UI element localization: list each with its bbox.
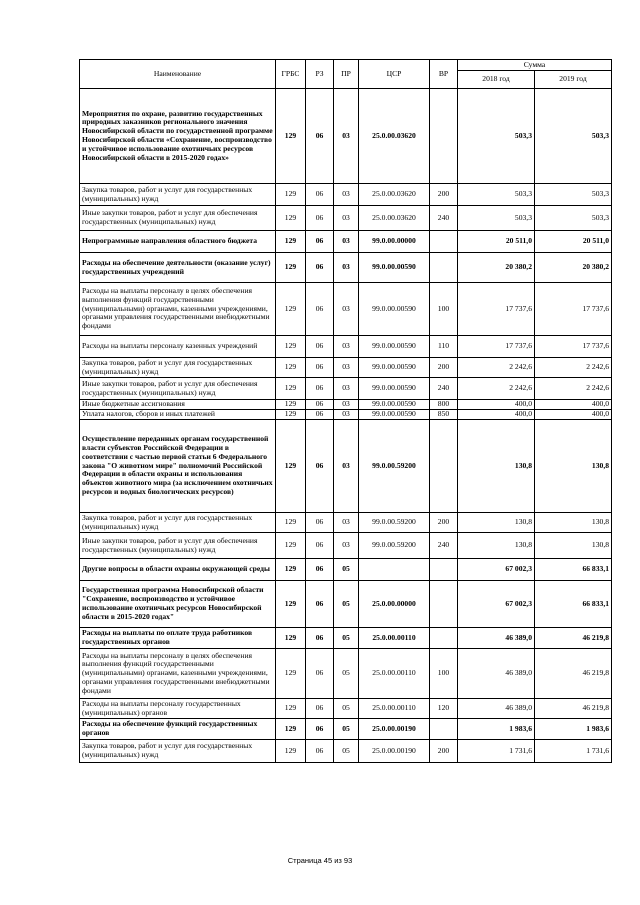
cell-pr: 03 — [334, 533, 359, 559]
cell-name: Непрограммные направления областного бюджета — [80, 231, 276, 253]
cell-pr: 03 — [334, 400, 359, 410]
table-row — [80, 559, 612, 581]
cell-y2019: 2 242,6 — [535, 358, 612, 378]
cell-pr: 03 — [334, 231, 359, 253]
cell-name: Закупка товаров, работ и услуг для государственных (муниципальных) нужд — [80, 184, 276, 206]
cell-pr: 05 — [334, 699, 359, 719]
cell-grbs: 129 — [276, 231, 306, 253]
cell-vr: 240 — [430, 533, 458, 559]
cell-vr — [430, 628, 458, 649]
cell-vr — [430, 89, 458, 184]
cell-grbs: 129 — [276, 283, 306, 336]
cell-rz: 06 — [306, 378, 334, 400]
cell-rz: 06 — [306, 513, 334, 533]
cell-csr: 25.0.00.03620 — [359, 184, 430, 206]
cell-grbs: 129 — [276, 559, 306, 581]
cell-y2018: 130,8 — [458, 420, 535, 513]
cell-rz: 06 — [306, 649, 334, 699]
cell-grbs: 129 — [276, 719, 306, 740]
cell-name: Расходы на обеспечение функций государственных органов — [80, 719, 276, 740]
cell-pr: 05 — [334, 628, 359, 649]
cell-vr — [430, 231, 458, 253]
cell-y2019: 46 219,8 — [535, 699, 612, 719]
cell-y2019: 2 242,6 — [535, 378, 612, 400]
cell-y2018: 400,0 — [458, 400, 535, 410]
cell-rz: 06 — [306, 336, 334, 358]
cell-y2018: 46 389,0 — [458, 699, 535, 719]
cell-rz: 06 — [306, 628, 334, 649]
cell-pr: 05 — [334, 581, 359, 628]
cell-csr: 25.0.00.00110 — [359, 649, 430, 699]
cell-name: Другие вопросы в области охраны окружающей среды — [80, 559, 276, 581]
cell-y2019: 130,8 — [535, 533, 612, 559]
cell-y2019: 130,8 — [535, 513, 612, 533]
table-row — [80, 283, 612, 336]
cell-name: Расходы на выплаты персоналу в целях обеспечения выполнения функций государственными (муниципальными) органами, казенными учреждениями, органами управления государственными внебюджетными фондами — [80, 649, 276, 699]
table-row — [80, 358, 612, 378]
table-row — [80, 184, 612, 206]
cell-vr: 100 — [430, 649, 458, 699]
cell-csr: 99.0.00.59200 — [359, 513, 430, 533]
cell-grbs: 129 — [276, 89, 306, 184]
cell-csr: 99.0.00.00000 — [359, 231, 430, 253]
cell-y2019: 46 219,8 — [535, 628, 612, 649]
cell-name: Уплата налогов, сборов и иных платежей — [80, 410, 276, 420]
cell-grbs: 129 — [276, 513, 306, 533]
cell-y2018: 1 983,6 — [458, 719, 535, 740]
header-grbs: ГРБС — [276, 60, 306, 89]
cell-y2018: 2 242,6 — [458, 358, 535, 378]
cell-pr: 03 — [334, 89, 359, 184]
table-row — [80, 206, 612, 231]
header-name: Наименование — [80, 60, 276, 89]
cell-pr: 03 — [334, 378, 359, 400]
table-row — [80, 513, 612, 533]
cell-vr: 110 — [430, 336, 458, 358]
cell-grbs: 129 — [276, 206, 306, 231]
cell-y2019: 20 511,0 — [535, 231, 612, 253]
cell-grbs: 129 — [276, 378, 306, 400]
cell-grbs: 129 — [276, 336, 306, 358]
cell-y2018: 2 242,6 — [458, 378, 535, 400]
cell-y2019: 1 731,6 — [535, 740, 612, 763]
cell-vr: 850 — [430, 410, 458, 420]
cell-rz: 06 — [306, 231, 334, 253]
table-row — [80, 581, 612, 628]
cell-pr: 03 — [334, 184, 359, 206]
cell-y2019: 130,8 — [535, 420, 612, 513]
table-row — [80, 410, 612, 420]
cell-name: Иные закупки товаров, работ и услуг для обеспечения государственных (муниципальных) нужд — [80, 378, 276, 400]
cell-csr: 99.0.00.00590 — [359, 336, 430, 358]
cell-csr: 99.0.00.00590 — [359, 358, 430, 378]
cell-name: Осуществление переданных органам государственной власти субъектов Российской Федерации в соответствии с частью первой статьи 6 Федерального закона "О животном мире" полномочий Российской Федерации в области охраны и использования объектов животного мира (за исключением охотничьих ресурсов и водных биологических ресурсов) — [80, 420, 276, 513]
cell-y2019: 1 983,6 — [535, 719, 612, 740]
cell-name: Иные закупки товаров, работ и услуг для обеспечения государственных (муниципальных) нужд — [80, 533, 276, 559]
cell-rz: 06 — [306, 740, 334, 763]
cell-name: Государственная программа Новосибирской области "Сохранение, воспроизводство и устойчивое использование охотничьих ресурсов Новосибирской области в 2015-2020 годах" — [80, 581, 276, 628]
cell-csr: 99.0.00.00590 — [359, 410, 430, 420]
cell-rz: 06 — [306, 358, 334, 378]
cell-grbs: 129 — [276, 740, 306, 763]
cell-pr: 03 — [334, 253, 359, 283]
cell-y2019: 503,3 — [535, 206, 612, 231]
cell-y2018: 67 002,3 — [458, 581, 535, 628]
header-pr: ПР — [334, 60, 359, 89]
cell-name: Расходы на выплаты персоналу государственных (муниципальных) органов — [80, 699, 276, 719]
cell-csr: 99.0.00.00590 — [359, 400, 430, 410]
table-row — [80, 649, 612, 699]
cell-rz: 06 — [306, 581, 334, 628]
cell-y2018: 67 002,3 — [458, 559, 535, 581]
table-row — [80, 400, 612, 410]
cell-name: Закупка товаров, работ и услуг для государственных (муниципальных) нужд — [80, 740, 276, 763]
cell-y2019: 503,3 — [535, 89, 612, 184]
cell-rz: 06 — [306, 559, 334, 581]
cell-name: Расходы на выплаты персоналу казенных учреждений — [80, 336, 276, 358]
cell-name: Иные закупки товаров, работ и услуг для обеспечения государственных (муниципальных) нужд — [80, 206, 276, 231]
cell-pr: 03 — [334, 420, 359, 513]
cell-y2018: 20 380,2 — [458, 253, 535, 283]
cell-rz: 06 — [306, 400, 334, 410]
header-csr: ЦСР — [359, 60, 430, 89]
table-row — [80, 699, 612, 719]
header-rz: РЗ — [306, 60, 334, 89]
cell-pr: 03 — [334, 206, 359, 231]
table-row — [80, 719, 612, 740]
table-row — [80, 628, 612, 649]
cell-rz: 06 — [306, 533, 334, 559]
page-number: Страница 45 из 93 — [287, 856, 353, 865]
cell-csr: 25.0.00.00190 — [359, 740, 430, 763]
cell-pr: 03 — [334, 283, 359, 336]
cell-rz: 06 — [306, 184, 334, 206]
cell-y2018: 46 389,0 — [458, 649, 535, 699]
cell-y2018: 400,0 — [458, 410, 535, 420]
cell-vr: 240 — [430, 378, 458, 400]
cell-name: Расходы на выплаты по оплате труда работников государственных органов — [80, 628, 276, 649]
cell-y2018: 1 731,6 — [458, 740, 535, 763]
cell-grbs: 129 — [276, 358, 306, 378]
cell-vr: 200 — [430, 740, 458, 763]
cell-pr: 05 — [334, 559, 359, 581]
cell-y2019: 66 833,1 — [535, 581, 612, 628]
cell-grbs: 129 — [276, 649, 306, 699]
cell-grbs: 129 — [276, 400, 306, 410]
cell-csr: 25.0.00.03620 — [359, 206, 430, 231]
header-2018: 2018 год — [458, 71, 535, 89]
cell-csr: 25.0.00.00110 — [359, 628, 430, 649]
cell-vr: 100 — [430, 283, 458, 336]
cell-vr — [430, 420, 458, 513]
table-row — [80, 231, 612, 253]
cell-name: Иные бюджетные ассигнования — [80, 400, 276, 410]
cell-grbs: 129 — [276, 628, 306, 649]
cell-name: Закупка товаров, работ и услуг для государственных (муниципальных) нужд — [80, 358, 276, 378]
cell-y2019: 20 380,2 — [535, 253, 612, 283]
table-row — [80, 336, 612, 358]
table-row — [80, 420, 612, 513]
cell-vr: 240 — [430, 206, 458, 231]
cell-vr — [430, 581, 458, 628]
cell-y2019: 17 737,6 — [535, 283, 612, 336]
cell-y2018: 20 511,0 — [458, 231, 535, 253]
cell-y2018: 503,3 — [458, 184, 535, 206]
cell-csr: 25.0.00.00190 — [359, 719, 430, 740]
cell-y2018: 503,3 — [458, 206, 535, 231]
table-row — [80, 378, 612, 400]
cell-rz: 06 — [306, 699, 334, 719]
cell-rz: 06 — [306, 410, 334, 420]
cell-y2018: 503,3 — [458, 89, 535, 184]
cell-csr: 25.0.00.00000 — [359, 581, 430, 628]
cell-rz: 06 — [306, 206, 334, 231]
cell-pr: 03 — [334, 513, 359, 533]
table-row — [80, 253, 612, 283]
cell-rz: 06 — [306, 420, 334, 513]
cell-grbs: 129 — [276, 253, 306, 283]
cell-y2019: 46 219,8 — [535, 649, 612, 699]
cell-pr: 03 — [334, 358, 359, 378]
cell-rz: 06 — [306, 89, 334, 184]
header-vr: ВР — [430, 60, 458, 89]
cell-csr: 25.0.00.03620 — [359, 89, 430, 184]
cell-vr — [430, 719, 458, 740]
cell-name: Закупка товаров, работ и услуг для государственных (муниципальных) нужд — [80, 513, 276, 533]
cell-y2019: 503,3 — [535, 184, 612, 206]
cell-grbs: 129 — [276, 533, 306, 559]
cell-vr: 200 — [430, 358, 458, 378]
cell-vr: 200 — [430, 184, 458, 206]
cell-name: Мероприятия по охране, развитию государственных природных заказников регионального значения Новосибирской области по государственной программе Новосибирской области «Сохранение, воспроизводство и устойчивое использование охотничьих ресурсов Новосибирской области в 2015-2020 годах» — [80, 89, 276, 184]
table-row — [80, 533, 612, 559]
cell-y2019: 17 737,6 — [535, 336, 612, 358]
cell-pr: 03 — [334, 410, 359, 420]
cell-rz: 06 — [306, 719, 334, 740]
cell-y2018: 17 737,6 — [458, 283, 535, 336]
cell-y2019: 66 833,1 — [535, 559, 612, 581]
table-row — [80, 89, 612, 184]
cell-grbs: 129 — [276, 699, 306, 719]
cell-csr: 99.0.00.00590 — [359, 283, 430, 336]
cell-y2019: 400,0 — [535, 410, 612, 420]
header-2019: 2019 год — [535, 71, 612, 89]
table-body — [80, 89, 612, 763]
cell-pr: 03 — [334, 336, 359, 358]
cell-csr: 99.0.00.59200 — [359, 420, 430, 513]
cell-vr — [430, 559, 458, 581]
cell-grbs: 129 — [276, 184, 306, 206]
cell-name: Расходы на выплаты персоналу в целях обеспечения выполнения функций государственными (муниципальными) органами, казенными учреждениями, органами управления государственными внебюджетными фондами — [80, 283, 276, 336]
cell-pr: 05 — [334, 649, 359, 699]
cell-csr: 99.0.00.00590 — [359, 378, 430, 400]
cell-csr: 99.0.00.59200 — [359, 533, 430, 559]
cell-name: Расходы на обеспечение деятельности (оказание услуг) государственных учреждений — [80, 253, 276, 283]
cell-vr: 800 — [430, 400, 458, 410]
cell-y2019: 400,0 — [535, 400, 612, 410]
cell-grbs: 129 — [276, 410, 306, 420]
cell-y2018: 130,8 — [458, 533, 535, 559]
table-row — [80, 740, 612, 763]
cell-vr — [430, 253, 458, 283]
cell-csr: 25.0.00.00110 — [359, 699, 430, 719]
cell-csr: 99.0.00.00590 — [359, 253, 430, 283]
cell-csr — [359, 559, 430, 581]
header-sum: Сумма — [458, 60, 612, 71]
budget-table — [79, 59, 612, 763]
cell-vr: 120 — [430, 699, 458, 719]
cell-y2018: 17 737,6 — [458, 336, 535, 358]
cell-grbs: 129 — [276, 581, 306, 628]
cell-rz: 06 — [306, 283, 334, 336]
cell-pr: 05 — [334, 740, 359, 763]
cell-rz: 06 — [306, 253, 334, 283]
cell-vr: 200 — [430, 513, 458, 533]
cell-grbs: 129 — [276, 420, 306, 513]
cell-pr: 05 — [334, 719, 359, 740]
cell-y2018: 46 389,0 — [458, 628, 535, 649]
cell-y2018: 130,8 — [458, 513, 535, 533]
